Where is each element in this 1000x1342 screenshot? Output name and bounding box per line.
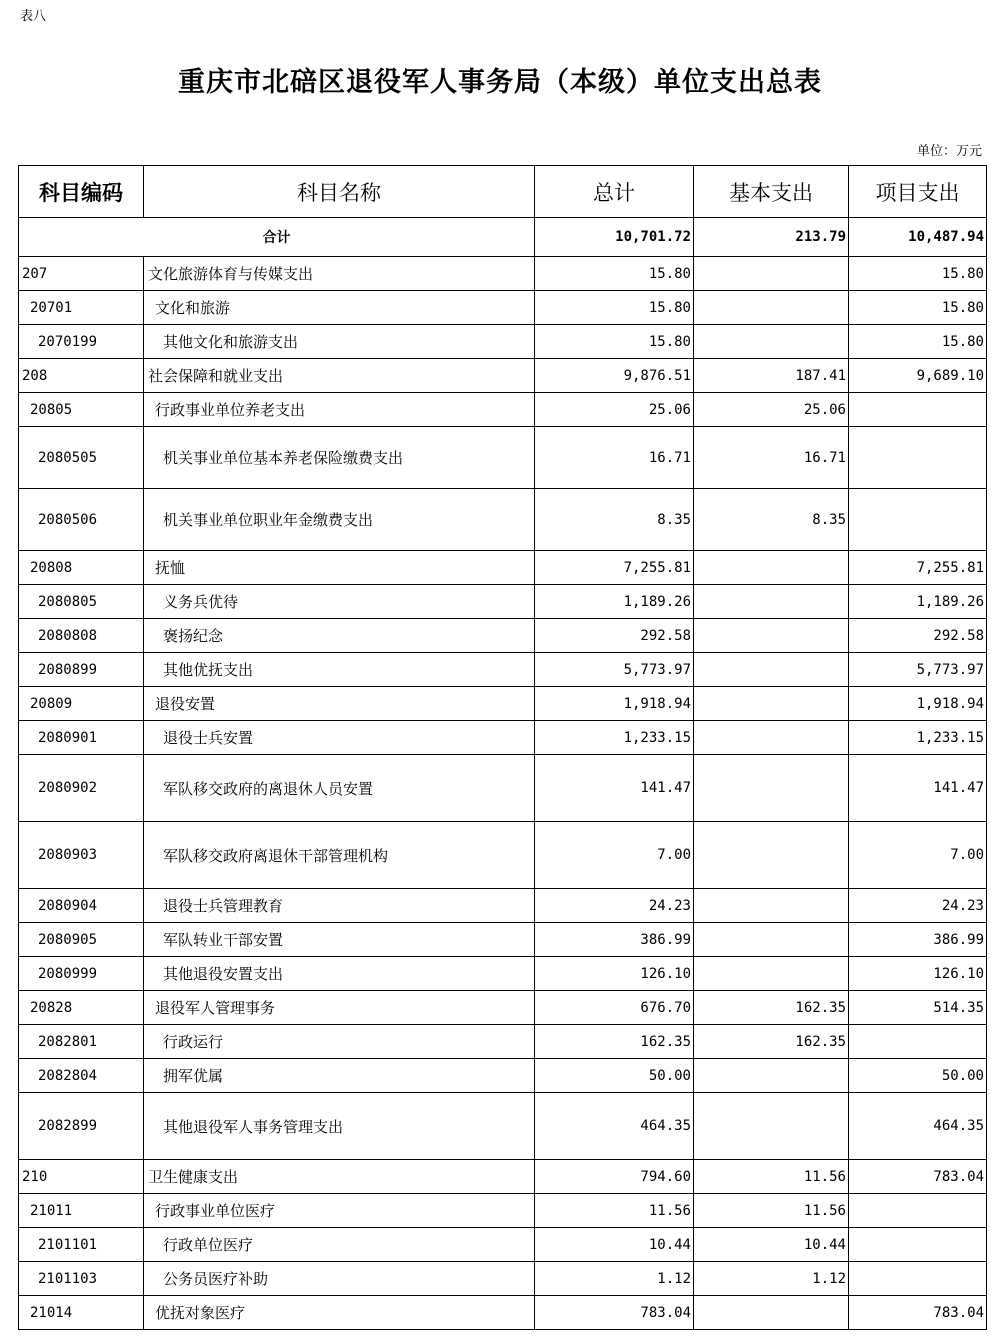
cell-name: 其他退役安置支出 [144, 957, 535, 991]
cell-basic [694, 1296, 849, 1330]
cell-project: 464.35 [849, 1093, 987, 1160]
cell-project [849, 427, 987, 489]
cell-basic: 16.71 [694, 427, 849, 489]
cell-basic [694, 687, 849, 721]
cell-total: 15.80 [535, 325, 694, 359]
cell-name: 社会保障和就业支出 [144, 359, 535, 393]
cell-basic [694, 957, 849, 991]
header-code: 科目编码 [19, 166, 144, 218]
cell-name: 行政事业单位医疗 [144, 1194, 535, 1228]
unit-label: 单位：万元 [916, 144, 982, 159]
cell-name: 文化和旅游 [144, 291, 535, 325]
cell-project: 1,918.94 [849, 687, 987, 721]
cell-total: 1.12 [535, 1262, 694, 1296]
table-row [19, 291, 987, 325]
header-name: 科目名称 [144, 166, 535, 218]
table-row [19, 1228, 987, 1262]
cell-basic [694, 1059, 849, 1093]
cell-total: 16.71 [535, 427, 694, 489]
cell-code: 2070199 [19, 325, 144, 359]
cell-code: 2080903 [19, 822, 144, 889]
cell-code: 2080805 [19, 585, 144, 619]
cell-basic: 11.56 [694, 1160, 849, 1194]
cell-name: 优抚对象医疗 [144, 1296, 535, 1330]
cell-project [849, 393, 987, 427]
cell-basic: 10.44 [694, 1228, 849, 1262]
cell-name: 褒扬纪念 [144, 619, 535, 653]
table-row [19, 822, 987, 889]
cell-basic [694, 257, 849, 291]
table-row [19, 359, 987, 393]
cell-total: 15.80 [535, 291, 694, 325]
summary-row [19, 218, 987, 257]
cell-project: 514.35 [849, 991, 987, 1025]
cell-basic [694, 551, 849, 585]
header-project: 项目支出 [849, 166, 987, 218]
cell-code: 2080999 [19, 957, 144, 991]
table-row [19, 1059, 987, 1093]
cell-name: 军队转业干部安置 [144, 923, 535, 957]
cell-name: 行政事业单位养老支出 [144, 393, 535, 427]
table-row [19, 325, 987, 359]
cell-project [849, 1194, 987, 1228]
cell-project: 386.99 [849, 923, 987, 957]
table-row [19, 393, 987, 427]
cell-total: 676.70 [535, 991, 694, 1025]
table-row [19, 991, 987, 1025]
table-row [19, 755, 987, 822]
cell-project: 141.47 [849, 755, 987, 822]
cell-code: 2080904 [19, 889, 144, 923]
cell-basic [694, 585, 849, 619]
table-row [19, 1194, 987, 1228]
cell-basic: 162.35 [694, 991, 849, 1025]
cell-code: 20828 [19, 991, 144, 1025]
cell-total: 15.80 [535, 257, 694, 291]
cell-total: 10.44 [535, 1228, 694, 1262]
expenditure-table [18, 165, 987, 1330]
cell-name: 退役安置 [144, 687, 535, 721]
summary-total: 10,701.72 [535, 218, 694, 257]
cell-total: 464.35 [535, 1093, 694, 1160]
table-row [19, 721, 987, 755]
cell-total: 386.99 [535, 923, 694, 957]
cell-project: 15.80 [849, 257, 987, 291]
cell-basic [694, 721, 849, 755]
cell-project: 9,689.10 [849, 359, 987, 393]
table-row [19, 489, 987, 551]
cell-code: 20808 [19, 551, 144, 585]
cell-basic: 8.35 [694, 489, 849, 551]
cell-project: 5,773.97 [849, 653, 987, 687]
cell-name: 其他退役军人事务管理支出 [144, 1093, 535, 1160]
cell-project: 7.00 [849, 822, 987, 889]
cell-code: 20809 [19, 687, 144, 721]
cell-name: 行政运行 [144, 1025, 535, 1059]
table-row [19, 427, 987, 489]
cell-total: 50.00 [535, 1059, 694, 1093]
cell-name: 军队移交政府的离退休人员安置 [144, 755, 535, 822]
summary-basic: 213.79 [694, 218, 849, 257]
summary-label: 合计 [19, 218, 535, 257]
cell-code: 2080902 [19, 755, 144, 822]
cell-code: 20701 [19, 291, 144, 325]
cell-total: 25.06 [535, 393, 694, 427]
cell-total: 9,876.51 [535, 359, 694, 393]
table-row [19, 957, 987, 991]
cell-name: 机关事业单位职业年金缴费支出 [144, 489, 535, 551]
table-row [19, 1296, 987, 1330]
cell-code: 2080899 [19, 653, 144, 687]
cell-code: 2101103 [19, 1262, 144, 1296]
table-row [19, 1025, 987, 1059]
cell-code: 2080901 [19, 721, 144, 755]
cell-name: 其他优抚支出 [144, 653, 535, 687]
cell-total: 11.56 [535, 1194, 694, 1228]
cell-name: 公务员医疗补助 [144, 1262, 535, 1296]
cell-code: 2080808 [19, 619, 144, 653]
cell-project: 50.00 [849, 1059, 987, 1093]
cell-project: 126.10 [849, 957, 987, 991]
cell-name: 抚恤 [144, 551, 535, 585]
cell-project: 15.80 [849, 325, 987, 359]
cell-project: 1,189.26 [849, 585, 987, 619]
cell-code: 2082804 [19, 1059, 144, 1093]
cell-project: 783.04 [849, 1296, 987, 1330]
cell-project [849, 1262, 987, 1296]
cell-total: 8.35 [535, 489, 694, 551]
cell-code: 20805 [19, 393, 144, 427]
cell-code: 2101101 [19, 1228, 144, 1262]
cell-total: 794.60 [535, 1160, 694, 1194]
cell-total: 1,189.26 [535, 585, 694, 619]
cell-total: 141.47 [535, 755, 694, 822]
cell-code: 21011 [19, 1194, 144, 1228]
cell-name: 行政单位医疗 [144, 1228, 535, 1262]
cell-basic [694, 653, 849, 687]
table-row [19, 923, 987, 957]
cell-total: 162.35 [535, 1025, 694, 1059]
cell-name: 退役军人管理事务 [144, 991, 535, 1025]
header-basic: 基本支出 [694, 166, 849, 218]
cell-project: 15.80 [849, 291, 987, 325]
cell-basic [694, 889, 849, 923]
cell-name: 其他文化和旅游支出 [144, 325, 535, 359]
cell-code: 207 [19, 257, 144, 291]
cell-basic: 162.35 [694, 1025, 849, 1059]
cell-total: 7,255.81 [535, 551, 694, 585]
cell-name: 退役士兵管理教育 [144, 889, 535, 923]
cell-code: 2080506 [19, 489, 144, 551]
table-row [19, 1093, 987, 1160]
cell-name: 拥军优属 [144, 1059, 535, 1093]
cell-project [849, 489, 987, 551]
cell-total: 7.00 [535, 822, 694, 889]
table-row [19, 257, 987, 291]
cell-total: 126.10 [535, 957, 694, 991]
cell-total: 292.58 [535, 619, 694, 653]
cell-total: 1,918.94 [535, 687, 694, 721]
page-label: 表八 [20, 9, 47, 24]
cell-basic: 25.06 [694, 393, 849, 427]
cell-name: 义务兵优待 [144, 585, 535, 619]
header-total: 总计 [535, 166, 694, 218]
cell-basic [694, 923, 849, 957]
table-row [19, 889, 987, 923]
cell-code: 2082899 [19, 1093, 144, 1160]
summary-project: 10,487.94 [849, 218, 987, 257]
table-row [19, 551, 987, 585]
cell-name: 退役士兵安置 [144, 721, 535, 755]
table-header-row [19, 166, 987, 218]
table-row [19, 619, 987, 653]
cell-code: 2080505 [19, 427, 144, 489]
cell-project: 7,255.81 [849, 551, 987, 585]
cell-project: 24.23 [849, 889, 987, 923]
cell-basic [694, 619, 849, 653]
cell-basic: 187.41 [694, 359, 849, 393]
cell-name: 军队移交政府离退休干部管理机构 [144, 822, 535, 889]
cell-basic [694, 755, 849, 822]
cell-name: 卫生健康支出 [144, 1160, 535, 1194]
cell-project: 783.04 [849, 1160, 987, 1194]
table-row [19, 585, 987, 619]
cell-name: 机关事业单位基本养老保险缴费支出 [144, 427, 535, 489]
cell-total: 5,773.97 [535, 653, 694, 687]
table-row [19, 687, 987, 721]
cell-basic [694, 1093, 849, 1160]
cell-total: 24.23 [535, 889, 694, 923]
table-row [19, 1262, 987, 1296]
table-row [19, 653, 987, 687]
cell-basic [694, 822, 849, 889]
cell-basic [694, 325, 849, 359]
cell-code: 208 [19, 359, 144, 393]
cell-code: 2080905 [19, 923, 144, 957]
cell-basic [694, 291, 849, 325]
cell-basic: 11.56 [694, 1194, 849, 1228]
cell-project [849, 1025, 987, 1059]
cell-code: 210 [19, 1160, 144, 1194]
cell-basic: 1.12 [694, 1262, 849, 1296]
cell-project: 292.58 [849, 619, 987, 653]
cell-total: 783.04 [535, 1296, 694, 1330]
cell-code: 21014 [19, 1296, 144, 1330]
cell-project [849, 1228, 987, 1262]
cell-total: 1,233.15 [535, 721, 694, 755]
cell-code: 2082801 [19, 1025, 144, 1059]
cell-name: 文化旅游体育与传媒支出 [144, 257, 535, 291]
page-title: 重庆市北碚区退役军人事务局（本级）单位支出总表 [178, 67, 822, 98]
cell-project: 1,233.15 [849, 721, 987, 755]
table-row [19, 1160, 987, 1194]
